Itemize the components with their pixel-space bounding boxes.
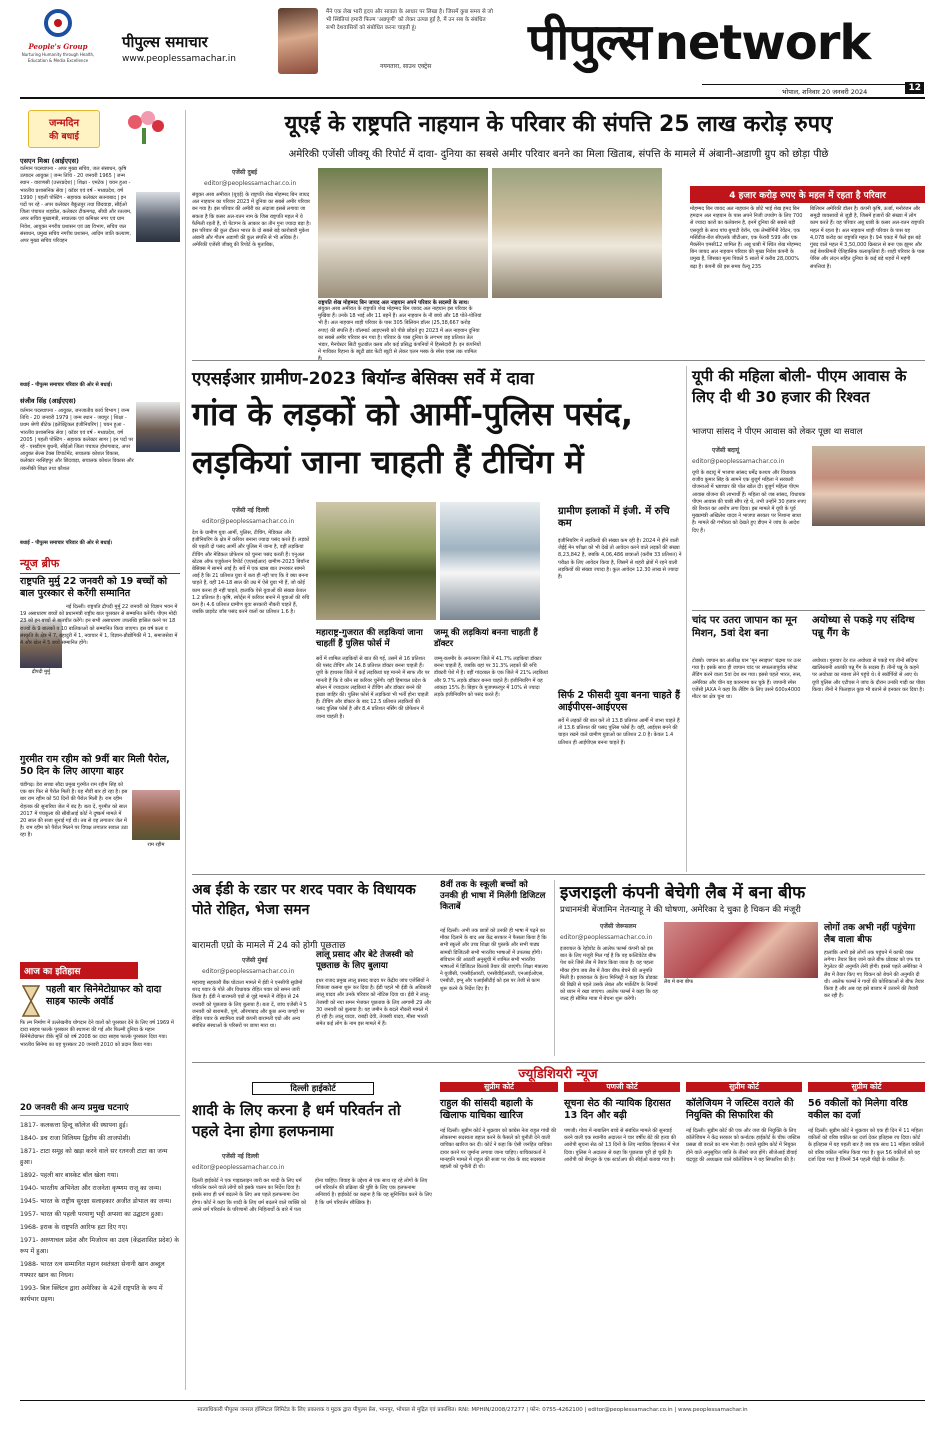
israel-beef-photo <box>664 922 818 978</box>
event-item: 1957- भारत की पहली परमाणु भट्टी अप्सरा का उद्घाटन हुआ। <box>20 1211 164 1218</box>
person2-photo <box>136 402 180 452</box>
aser-box2-title: सिर्फ 2 फीसदी युवा बनना चाहते हैं आईपीएस-आईएएस <box>558 690 681 713</box>
uae-body2-cont <box>484 306 664 356</box>
issue-date: भोपाल, शनिवार 20 जनवरी 2024 <box>782 88 868 96</box>
aser-body: देश के ग्रामीण युवा आर्मी, पुलिस, टीचिंग, मेडिकल और इंजीनियरिंग के क्षेत्र में करियर बनाना ज्यादा पसंद करते हैं। लड़कों की पहली दो पसंद आर्मी और पुलिस में जाना है, वहीं लड़कियां टीचिंग और मेडिकल प्रोफेशन को चुनना पसंद करती हैं। एनुअल स्टेटस ऑफ एजुकेशन रिपोर्ट (एएसईआर) ग्रामीण-2023 बियॉन्ड बेसिक्स में सामने आई है। सर्वे में एक खास बात उभरकर सामने आई है कि 21 प्रतिशत युवा ये बता ही नहीं पाए कि वे क्या बनना चाहते हैं, वहीं 14-18 साल की उम्र में ऐसे युवा भी हैं, जो कोई काम करना ही नहीं चाहते, हालांकि ऐसे युवाओं की संख्या केवल 1.2 प्रतिशत है। कृषि, स्पोर्ट्स में करियर बनाने में युवाओं की रुचि कम है। 4.6 प्रतिशत ग्रामीण युवा सरकारी नौकरी चाहते हैं, जबकि प्राइवेट जॉब पसंद करने वालों का प्रतिशत 1.6 है। <box>192 530 310 616</box>
brief1-body: नई दिल्ली। राष्ट्रपति द्रौपदी मुर्मु 22 जनवरी को विज्ञान भवन में 19 असाधारण बच्चों को प्रधानमंत्री राष्ट्रीय बाल पुरस्कार से सम्मानित करेंगी। पीएम मोदी 23 को इन बच्चों से बातचीत करेंगे। इन सभी असाधारण उपलब्धि हासिल करने पर 18 राज्यों के 9 बालकों व 10 बालिकाओं को सम्मानित किया जाएगा। इस वर्ष कला व संस्कृति के क्षेत्र में 7, बहादुरी में 1, नवाचार में 1, विज्ञान-प्रौद्योगिकी में 1, समाजसेवा में 4 और खेल में 5 बच्चे सम्मानित होंगे। <box>20 604 178 647</box>
title-english: network <box>654 15 871 71</box>
col4-court: सुप्रीम कोर्ट <box>686 1082 802 1092</box>
news-brief <box>20 556 180 956</box>
event-item: 1968- इराक के राष्ट्रपति आरिफ हटा दिए गए। <box>20 1224 128 1231</box>
actress-photo <box>278 8 318 74</box>
uae-bottom-rule <box>192 360 925 361</box>
ayodhya-body: अयोध्या। गुरुवार देर रात अयोध्या से पकड़े गए तीनों संदिग्ध खालिस्तानी आतंकी पन्नू गैंग के सदस्य हैं। तीनों पन्नू के कहने पर अयोध्या का नक्शा लेने पहुंचे थे। ये स्कॉर्पियो से आए थे। यूपी पुलिस और एटीएस ने जांच के दौरान उनकी गाड़ी का पीछा किया। तीनों ने फिलहाल कुछ भी बताने से इनकार कर दिया है। <box>812 658 925 693</box>
digital-body: नई दिल्ली। अभी तक छात्रों को उनकी ही भाषा में पढ़ने का मौका दिलाने के बाद अब केंद्र सरकार ने फैसला किया है कि सभी स्कूलों और उच्च शिक्षा की पुस्तकें और सभी पाठ्य सामग्री डिजिटली सभी भारतीय भाषाओं में उपलब्ध होंगी। संविधान की आठवीं अनुसूची में शामिल सभी भारतीय भाषाओं में डिजिटल किताबें तैयार की जाएंगी। शिक्षा मंत्रालय ने यूजीसी, एनसीईआरटी, एनसीवीईआरटी, एनआईओएस, एनबीटी, इग्नू और एआईसीटीई को इस पर तेजी से काम शुरू करने के निर्देश दिए हैं। <box>440 928 548 992</box>
uae-family-photo <box>318 168 488 298</box>
person2-details: वर्तमान पदस्थापना - आयुक्त, जनजातीय कार्य विभाग | जन्म तिथि - 20 जनवरी 1979 | जन्म स्थान - जयपुर | शिक्षा - प्रथम श्रेणी बीटेक (इलेक्ट्रिकल इंजीनियरिंग) | चयन हुआ - भारतीय प्रशासनिक सेवा | कॉडर एवं वर्ष - मध्यप्रदेश, वर्ष 2005 | पहली पोस्टिंग - सहायक कलेक्टर सागर | इन पदों पर रहे - एसडीएम बुधनी, सीईओ जिला पंचायत होशंगाबाद, अपर आयुक्त सेल्स टैक्स डिपार्टमेंट, सचालक कोशल विकास, कलेक्टर नरसिंहपुर और छिंदवाड़ा, सचालक कोशल विकास और तकनीकी शिक्षा तथा कौशल <box>20 408 134 472</box>
person1-wish: बधाई - पीपुल्स समाचार परिवार की ओर से बधाई। <box>20 382 113 388</box>
person1-name: एसएन मिश्रा (आईएएस) <box>20 157 79 165</box>
lalu-headline: लालू प्रसाद और बेटे तेजस्वी को पूछताछ के लिए बुलाया <box>316 950 414 971</box>
col1-email: editor@peoplessamachar.co.in <box>192 1164 285 1171</box>
sister-paper-title: पीपुल्स समाचार <box>122 33 208 51</box>
col1-headline: शादी के लिए करना है धर्म परिवर्तन तो पहले देना होगा हलफनामा <box>192 1101 401 1140</box>
flower-bouquet-icon <box>120 110 170 146</box>
col3-body: पणजी। गोवा में नाबालिग बच्चे से संबंधित मामले की सुनवाई करने वाली एक स्थानीय अदालत ने चार वर्षीय बेटे की हत्या की आरोपी सूचना सेठ को 13 दिनों के लिए न्यायिक हिरासत में भेज दिया। पुलिस ने अदालत से कहा कि पूछताछ पूरी हो चुकी है। आरोपी को बेंगलुरु के एक स्टार्टअप की सीईओ बताया गया है। <box>564 1128 680 1163</box>
event-item: 1817- कलकत्ता हिन्दू कॉलेज की स्थापना हुई। <box>20 1122 128 1129</box>
history-events <box>20 1120 180 1392</box>
aser-story <box>192 366 682 870</box>
judiciary-banner: ज्यूडिशियरी न्यूज <box>518 1067 598 1082</box>
digital-story <box>440 880 548 1056</box>
up-email: editor@peoplessamachar.co.in <box>692 458 785 465</box>
events-title: 20 जनवरी की अन्य प्रमुख घटनाएं <box>20 1102 180 1116</box>
title-hindi: पीपुल्स <box>528 13 651 71</box>
mid-bottom-rule <box>192 874 925 875</box>
brief2-photo <box>132 790 180 840</box>
aser-dateline: एजेंसी नई दिल्ली <box>232 507 269 514</box>
pawar-email: editor@peoplessamachar.co.in <box>202 968 295 975</box>
israel-body-cont <box>664 988 818 1056</box>
masthead-rule <box>20 97 925 99</box>
aser-headline-1: गांव के लड़कों को आर्मी-पुलिस पसंद, <box>192 395 634 433</box>
moon-headline: चांद पर उतरा जापान का मून मिशन, 5वां देश बना <box>692 615 797 639</box>
col4-body: नई दिल्ली। सुप्रीम कोर्ट की एक और जज की नियुक्ति के लिए कॉलेजियम ने केंद्र सरकार को कर्नाटक हाईकोर्ट के चीफ जस्टिस प्रसन्ना बी वराले का नाम भेजा है। वराले सुप्रीम कोर्ट में नियुक्त होने वाले अनुसूचित जाति के तीसरे जज होंगे। सीजेआई डीवाई चंद्रचूड़ की अध्यक्षता वाले कॉलेजियम ने यह सिफारिश की है। <box>686 1128 801 1163</box>
event-item: 1945- भारत के राष्ट्रीय सुरक्षा सलाहकार अजीत डोभाल का जन्म। <box>20 1198 172 1205</box>
aser-headline-2: लड़कियां जाना चाहती हैं टीचिंग में <box>192 443 584 481</box>
person1-details: वर्तमान पदस्थापना - अपर मुख्य सचिव, जल संसाधन, कृषि उत्पादन आयुक्त | जन्म तिथि - 20 जनवरी 1965 | जन्म स्थान - वाराणसी (उत्तरप्रदेश) | शिक्षा - एमटेक | चयन हुआ - भारतीय प्रशासनिक सेवा | कॉडर एवं वर्ष - मध्यप्रदेश, वर्ष 1990 | पहली पोस्टिंग - सहायक कलेक्टर सतनाबाद | इन पदों पर रहे - अपर कलेक्टर बैकुंठपुर तथा छिंदवाड़ा, सीईओ जिला पंचायत शहडोल, कलेक्टर टीकमगढ़, सीधी और रतलाम, अपर सचिव मुख्यमंत्री, सचालक एवं कमिश्नर नगर एवं ग्राम निवेश, आयुक्त नगरीय प्रशासन एवं उद्य विभाग, सचिव जल संसाधन, प्रमुख सचिव नगरीय प्रशासन, आदिम जाति कल्याण, अपर मुख्य सचिव परिवहन <box>20 166 132 245</box>
history-body: फि ल्म निर्माण में उल्लेखनीय योगदान देने वालों को पुरस्कार देने के लिए वर्ष 1969 में दादा साहब फाल्के पुरस्कार की स्थापना की गई और फिल्मी दुनिया के महान सिनेमेटोग्राफर वीके मूर्ति को वर्ष 2008 का दादा साहब फाल्के पुरस्कार दिया गया। भारतीय सिनेमा का यह पुरस्कार 20 जनवरी 2010 को प्रदान किया गया। <box>20 1020 174 1048</box>
col2-court: सुप्रीम कोर्ट <box>440 1082 558 1092</box>
israel-subhead: प्रधानमंत्री बेंजामिन नेतन्याहू ने की घोषणा, अमेरिका दे चुका है चिकन की मंजूरी <box>560 905 801 915</box>
col3-headline: सूचना सेठ की न्यायिक हिरासत 13 दिन और बढ़ी <box>564 1098 671 1121</box>
birthday-line1: जन्मदिन <box>48 118 80 129</box>
history-section <box>20 962 180 1392</box>
uae-email: editor@peoplessamachar.co.in <box>204 180 297 187</box>
col5-court: सुप्रीम कोर्ट <box>808 1082 925 1092</box>
up-headline: यूपी की महिला बोली- पीएम आवास के लिए दी थी 30 हजार की रिश्वत <box>692 367 907 406</box>
person2-name: संजीव सिंह (आईएएस) <box>20 397 76 405</box>
group-tagline: Nurturing Humanity through Health, Education & Media Excellence <box>21 52 95 63</box>
aser-army-photo <box>316 502 436 620</box>
judiciary-rule <box>192 1062 925 1063</box>
hourglass-icon <box>20 984 42 1018</box>
aser-left-body: सर्वे में शामिल लड़कियों से बात की गई, उसमें से 16 प्रतिशत की पसंद टीचिंग और 14.8 प्रतिशत डॉक्टर बनना चाहती हैं। यूपी के हाथरस जिले में कई लड़कियां यह मानने में साफ तौर पर मानती हैं कि वे कौन सा करियर चुनेंगी। वहीं हिमाचल प्रदेश के सोलन में ज्यादातर लड़कियां ने टीचिंग और डॉक्टर बनने की इच्छा जाहिर की। पुलिस फोर्स में लड़कियां भी भर्ती होना चाहती हैं। टीचिंग और डॉक्टर के बाद 12.5 प्रतिशत लड़कियों की पसंद पुलिस फोर्स है और 8.4 प्रतिशत नर्सिंग की प्रोफेशन में जाना चाहती हैं। <box>316 656 430 720</box>
col4-headline: कॉलेजियम ने जस्टिस वराले की नियुक्ति की सिफारिश की <box>686 1098 794 1121</box>
event-item: 1892- पहली बार बास्केट बॉल खेला गया। <box>20 1172 119 1179</box>
quote-author: नयनतारा, साउथ एक्ट्रेस <box>380 63 432 70</box>
brief2-body: चंडीगढ़। डेरा सच्चा सौदा प्रमुख गुरमीत राम रहीम सिंह को एक बार फिर से पैरोल मिली है। यह नौवीं बार हो रहा है। इस बार राम रहीम को 50 दिनों की पैरोल मिली है। राम रहीम रोहतक की सुनारिया जेल में बंद है। बता दें, गुरमीत को साल 2017 में पंचकूला की सीबीआई कोर्ट ने दुष्कर्म मामले में 20 साल की सजा सुनाई गई थी। तब से वह लगातार जेल में है। राम रहीम को पैरोल मिलने पर विपक्ष लगातार सवाल उठा रहा है। <box>20 782 128 839</box>
aser-box-title: ग्रामीण इलाकों में इंजी. में रुचि कम <box>558 506 682 530</box>
brief2-headline: गुरमीत राम रहीम को 9वीं बार मिली पैरोल, 50 दिन के लिए आएगा बाहर <box>20 754 170 777</box>
israel-body: इजरायल के रेहोवोट के आलेफ फार्म्स कंपनी को इस बात के लिए मंजूरी मिल गई है कि वह कल्टिवेटेड बीफ पेश करे जिसे लैब में तैयार किया जाता है। यह पहला मौका होगा जब लैब में तैयार बीफ बेचने की अनुमति मिली है। इजरायल के हेल्थ मिनिस्ट्री ने कहा कि प्रोडक्ट की बिक्री से पहले उसके लेबल और मार्केटिंग के नियमों को ध्यान में रखा जाएगा। आलेफ फार्म्स ने कहा कि वह जल्द ही सीमित मात्रा में बेचना शुरू करेगी। <box>560 946 658 1003</box>
up-story <box>692 366 925 606</box>
pawar-dateline: एजेंसी मुंबई <box>242 957 268 964</box>
israel-divider <box>554 880 555 1056</box>
up-body: यूपी के बदायूं में भाजपा सांसद धर्मेंद्र कश्यप और विधायक राजीव कुमार सिंह के सामने एक बुजुर्ग महिला ने सरकारी योजनाओं में भ्रष्टाचार की पोल खोल दी। बुजुर्ग महिला पीएम आवास योजना की लाभार्थी हैं। महिला को जब सांसद, विधायक पीएम आवास की चाबी सौंप रहे थे, तभी उन्होंने 30 हजार रुपए की रिश्वत का आरोप लगा दिया। इस मामले में यूपी के पूर्व मुख्यमंत्री अखिलेश यादव ने भाजपा सरकार पर निशाना साधा है। मामले की गंभीरता को देखते हुए डीएम ने जांच के आदेश दिए हैं। <box>692 470 806 534</box>
aser-box2-body: सर्वे में लड़कों की बात करें तो 13.8 प्रतिशत आर्मी में जाना चाहते हैं तो 13.6 प्रतिशत की पसंद पुलिस फोर्स है। वहीं, आईएस बनने की चाहत रखने वाले ग्रामीण युवाओं का प्रतिशत 2.0 है। केवल 1.4 प्रतिशत ही आईपीएस बनना चाहते हैं। <box>558 718 680 746</box>
people-group-icon <box>38 8 78 38</box>
lalu-body: इधर राजद प्रमुख लालू प्रसाद यादव पर केंद्रीय जांच एजेंसियों ने शिकंजा कसना शुरू कर दिया है। ईडी पहले भी ईडी के अधिकारी लालू यादव और उनके परिवार को नोटिस दिया था। ईडी ने लालू-तेजस्वी को नया समन भेजकर पूछताछ के लिए आगामी 29 और 30 जनवरी को बुलाया है। यह जमीन के बदले नौकरी मामले में हो रही है। लालू यादव, राबड़ी देवी, तेजस्वी यादव, मीसा भारती समेत कई लोग के नाम इस मामले में हैं। <box>316 978 432 1028</box>
uae-photo-caption: राष्ट्रपति शेख मोहम्मद बिन जायद अल नाहयान अपने परिवार के सदस्यों के साथ। <box>318 298 658 306</box>
judiciary-col1 <box>192 1082 432 1388</box>
history-headline: पहली बार सिनेमेटोग्राफर को दादा साहब फाल्के अवॉर्ड <box>46 984 162 1007</box>
mid-divider <box>686 366 687 872</box>
uae-headline: यूएई के राष्ट्रपति नाहयान के परिवार की संपत्ति 25 लाख करोड़ रुपए <box>284 112 833 137</box>
pawar-headline: अब ईडी के रडार पर शरद पवार के विधायक पोते रोहित, भेजा समन <box>192 882 416 918</box>
brief1-headline: राष्ट्रपति मुर्मु 22 जनवरी को 19 बच्चों को बाल पुरस्कार से करेंगी सम्मानित <box>20 576 168 599</box>
aser-box-body: इंजीनियरिंग में लड़कियों की संख्या कम रही है। 2024 में होने वाली जेईई मेन परीक्षा को भी देखें तो आवेदन करने वाले लड़कों की संख्या 8,23,842 है, जबकि 4,06,486 छात्राओं (करीब 33 प्रतिशत) ने परीक्षा के लिए आवेदन किया है, जिसमें से शहरी क्षेत्रों में रहने वाली लड़कियों की संख्या ज्यादा है। कुल आवेदन 12.30 लाख से ज्यादा हैं। <box>558 538 682 581</box>
up-dateline: एजेंसी बदायूं <box>712 447 740 454</box>
left-divider <box>185 110 186 1390</box>
aser-right-body: जम्मू-कश्मीर के अनंतनाग जिले में 41.7% लड़कियां डॉक्टर बनना चाहती हैं, जबकि यहां पर 31.3% लड़कों की रुचि डॉक्टरी पेशे में है। वहीं गांदरबल के एक जिले में 21% लड़कियां और 9.7% लड़के डॉक्टर बनना चाहते हैं। इंजीनियरिंग में यह आंकड़ा 15% है। बिहार के मुजफ्फरपुर में 10% से ज्यादा लड़के इंजीनियरिंग को पसंद करते हैं। <box>434 656 548 699</box>
birthday-banner <box>28 110 100 148</box>
quote-text: मैंने एक लेख भारी हृदय और सावता के आधार पर लिखा है। जिसमें कुछ समय से जो भी स्थितियां हमारी फिल्म 'अन्नपूर्णी' को लेकर उत्पन्न हुई है, मैं उन सब के संबंधित सभी देशवासियों को संबोधित करना चाहती हूं। <box>326 9 493 31</box>
israel-caption: लैब में बना बीफ <box>664 979 693 985</box>
uae-palace-photo <box>492 168 662 298</box>
event-item: 1971- अरुणाचल प्रदेश और मिजोरम का उदय (केंद्रशासित प्रदेश) के रूप में हुआ। <box>20 1237 180 1255</box>
birthday-line2: की बधाई <box>49 132 79 142</box>
aser-email: editor@peoplessamachar.co.in <box>202 518 295 525</box>
uae-body2: संयुक्त अरब अमीरात के राष्ट्रपति शेख मोहम्मद बिन जायद अल नाहयान इस परिवार के मुखिया हैं। उनके 18 भाई और 11 बहनें हैं। अल नाहयान के नौ बच्चे और 18 पोते-पोतियां भी हैं। अल नाहयान शाही परिवार के पास 305 बिलियन डॉलर (25,38,667 करोड़ रुपए) की संपत्ति है। वॉलमार्ट आइएनसी को पीछे छोड़ते हुए 2023 में अल नाहयान दुनिया का सबसे अमीर परिवार बन गया है। परिवार के पास दुनिया के लगभग छह प्रतिशत तेल भंडार, मैनचेस्टर सिटी फुटबॉल क्लब और कई प्रसिद्ध कंपनियों में हिस्सेदारी है। इन कंपनियों में गायिका रिहाना के ब्यूटी ब्रांड फेंटी ब्यूटी से लेकर एलन मस्क के स्पेस एक्स तक शामिल <box>318 306 482 356</box>
col1-body: दिल्ली हाईकोर्ट ने एक गाइडलाइन जारी कर शादी के लिए धर्म परिवर्तन करने वाले लोगों को इसके पालन का निर्देश दिया है। इसके साथ ही धर्म बदलने के लिए अब पहले हलफनामा देना होगा। कोर्ट ने कहा कि शादी के लिए धर्म बदलने वाले व्यक्ति को अपने धर्म परिवर्तन के परिणामों और निहितार्थों के बारे में पता होना चाहिए। विवाह के उद्देश्य से एक साथ रह रहे लोगों के लिए धर्म परिवर्तन की प्रक्रिया की पुष्टि के लिए एक हलफनामा अनिवार्य है। हाईकोर्ट का कहना है कि यह सुनिश्चित करने के लिए है कि धर्म परिवर्तन स्वैच्छिक है। <box>192 1178 432 1213</box>
history-label: आज का इतिहास <box>20 962 138 979</box>
uae-side-body2: बिलियन अमेरिकी डॉलर है। कंपनी कृषि, ऊर्जा, मनोरंजन और समुद्री व्यवसायों से जुड़ी है, जिसमें हजारों की संख्या में लोग काम करते हैं। यह परिवार अबू धाबी के कसर अल-वतन राष्ट्रपति महल में रहता है। अल नाहयान शाही परिवार के पास यह 4,078 करोड़ का राष्ट्रपति महल है। 94 एकड़ में फैले इस बड़े गुंबद वाले महल में 3,50,000 क्रिस्टल से बना एक झूमर और कई बेशकीमती ऐतिहासिक कलाकृतियां हैं। शाही परिवार के पास पेरिस और लंदन सहित दुनिया के कई बड़े शहरों में महंगी संपत्तियां हैं। <box>810 206 925 270</box>
masthead <box>0 0 945 96</box>
judiciary-col2 <box>440 1082 558 1388</box>
person2-wish: बधाई - पीपुल्स समाचार परिवार की ओर से बधाई। <box>20 540 113 546</box>
uae-side-body1: मोहम्मद बिन जायद अल नाहयान के छोटे भाई शेख हमद बिन हमदान अल नाहयान के पास अपने निजी उपयोग के लिए 700 से ज्यादा कारों का कलेक्शन है, इनमें दुनिया की सबसे बड़ी एसयूवी के साथ पांच बुगाटी वेरॉन, एक लेम्बोर्गिनी रेवेंटन, एक मर्सिडीज-बेंज सीएलके जीटीआर, एक फेरारी 599 और एक मैक्लेरेन एमसी12 शामिल हैं। अबू धाबी में स्थित शेख मोहम्मद बिन जायद अल नाहयान परिवार की मुख्य निवेश कंपनी के प्रमुख हैं, जिसका मूल्य पिछले 5 सालों में करीब 28,000% बढ़ा है। कंपनी की इस समय वैल्यू 235 <box>690 206 803 270</box>
footer-imprint: स्वत्वाधिकारी पीपुल्स जनरल हॉस्पिटल लिमिटेड के लिए प्रकाशक व मुद्रक द्वारा पीपुल्स प्रेस, भानपुर, भोपाल से मुद्रित एवं प्रकाशित। RNI: MPHIN/2008/27277 | फोन: 0755-4262100 | editor@peoplessamachar.co.in | www.peoplessamachar.in <box>197 1407 748 1413</box>
pawar-subhead: बारामती एग्रो के मामले में 24 को होगी पूछताछ <box>192 941 346 951</box>
israel-email: editor@peoplessamachar.co.in <box>560 934 653 941</box>
paper-title <box>528 6 870 80</box>
col2-headline: राहुल की सांसदी बहाली के खिलाफ याचिका खारिज <box>440 1098 533 1121</box>
group-logo <box>20 8 96 88</box>
aser-left-title: महाराष्ट्र-गुजरात की लड़कियां जाना चाहतीं हैं पुलिस फोर्स में <box>316 628 423 649</box>
brief2-caption: राम रहीम <box>147 842 165 848</box>
digital-headline: 8वीं तक के स्कूली बच्चों को उनकी ही भाषा में मिलेंगी डिजिटल किताबें <box>440 880 546 912</box>
col5-body: नई दिल्ली। सुप्रीम कोर्ट ने शुक्रवार को एक ही दिन में 11 महिला वकीलों को वरिष्ठ वकील का दर्जा देकर इतिहास रच दिया। कोर्ट के इतिहास में यह पहली बार है जब एक साथ 11 महिला वकीलों को वरिष्ठ वकील नामित किया गया है। कुल 56 वकीलों को यह दर्जा दिया गया है जिनमें 34 पहली पीढ़ी के वकील हैं। <box>808 1128 925 1163</box>
col1-court: दिल्ली हाईकोर्ट <box>252 1082 374 1095</box>
israel-dateline: एजेंसी जेरूसलम <box>600 923 637 930</box>
aser-doctor-photo <box>440 502 540 620</box>
news-brief-label: न्यूज ब्रीफ <box>20 556 180 574</box>
up-photo <box>812 446 925 526</box>
ayodhya-story <box>812 614 925 870</box>
uae-subhead: अमेरिकी एजेंसी जीक्यू की रिपोर्ट में दावा- दुनिया का सबसे अमीर परिवार बनने का मिला खिताब, संपत्ति के मामले में अंबानी-अडाणी ग्रुप को छोड़ा पीछे <box>288 149 829 160</box>
israel-side-body: हालांकि अभी इसे लोगों तक पहुंचने में काफी वक्त लगेगा। तैयार किए जाने वाले बीफ प्रोडक्ट को एफ एंड रेगुलेटर की अनुमति लेनी होगी। इससे पहले अमेरिका ने लैब में तैयार किए गए चिकन को बेचने की अनुमति दी थी। आलेफ फार्म्स ने गायों की कोशिकाओं से बीफ तैयार किया है और अब वह इसे बाजार में उतारने की तैयारी कर रही है। <box>824 950 924 1000</box>
ayodhya-headline: अयोध्या से पकड़े गए संदिग्ध पन्नू गैंग के <box>812 615 915 639</box>
judiciary-col5 <box>808 1082 925 1388</box>
moon-story <box>692 614 804 870</box>
col3-court: पणजी कोर्ट <box>564 1082 680 1092</box>
event-item: 1988- भारत रत्न सम्मानित महान स्वतंत्रता सेनानी खान अब्दुल गफ्फार खान का निधन। <box>20 1261 165 1279</box>
col5-headline: 56 वकीलों को मिलेगा वरिष्ठ वकील का दर्जा <box>808 1098 908 1121</box>
col1-dateline: एजेंसी नई दिल्ली <box>222 1153 259 1160</box>
judiciary-col4 <box>686 1082 802 1388</box>
uae-body1: संयुक्त अरब अमीरात (यूएई) के राष्ट्रपति शेख मोहम्मद बिन जायद अल नाहयान का परिवार 2023 में दुनिया का सबसे अमीर परिवार बन गया है। इस परिवार की अमीरी का अंदाजा इससे लगाया जा सकता है कि कसर अल-वतन नाम के जिस राष्ट्रपति महल में ये फैमिली रहती है, वो पेंटागन के आकार का तीन गुना ज्यादा बड़ा है। इस परिवार की कुल दौलत भारत के दो सबसे बड़े कारोबारी मुकेश अंबानी और गौतम अडाणी की कुल संपत्ति से भी अधिक है। अमेरिकी एजेंसी जीक्यू की रिपोर्ट के मुताबिक, <box>192 192 311 249</box>
aser-right-title: जम्मू की लड़कियां बनना चाहती हैं डॉक्टर <box>434 628 538 649</box>
person1-photo <box>136 192 180 242</box>
website-link[interactable]: www.peoplessamachar.in <box>122 54 236 64</box>
pawar-body: महाराष्ट्र सहकारी बैंक घोटाला मामले में ईडी ने एनसीपी सुप्रीमो शरद पवार के पोते और विधायक रोहित पवार को समन जारी किया है। ईडी ने बारामती एग्रो से जुड़े मामले में रोहित से 24 जनवरी को पूछताछ के लिए बुलाया है। बता दें, जांच एजेंसी ने 5 जनवरी को बारामती, पुणे, औरंगाबाद और कुछ अन्य जगहों पर रोहित पवार के स्वामित्व वाली कंपनी बारामती एग्रो और अन्य संबंधित संस्थाओं के परिसरों पर छापा मारा था। <box>192 980 307 1030</box>
israel-story <box>560 880 925 1056</box>
israel-headline: इजराइली कंपनी बेचेगी लैब में बना बीफ <box>560 883 806 903</box>
event-item: 1840- डच राजा विलियम द्वितीय की ताजपोशी। <box>20 1135 131 1142</box>
event-item: 1940- भारतीय अभिनेता और राजनेता कृष्णम राजू का जन्म। <box>20 1185 162 1192</box>
brief1-caption: द्रौपदी मुर्मु <box>31 669 51 675</box>
event-item: 1871- टाटा समूह को खड़ा करने वाले सर रतनजी टाटा का जन्म हुआ। <box>20 1148 168 1166</box>
israel-side-title: लोगों तक अभी नहीं पहुंचेगा लैब वाला बीफ <box>824 923 916 945</box>
aser-kicker: एएसईआर ग्रामीण-2023 बियॉन्ड बेसिक्स सर्वे में दावा <box>192 369 534 389</box>
uae-story <box>192 108 925 358</box>
page-number: 12 <box>905 82 924 94</box>
event-item: 1993- बिल क्लिंटन द्वारा अमेरिका के 42वें राष्ट्रपति के रूप में कार्यभार ग्रहण। <box>20 1285 163 1303</box>
col2-body: नई दिल्ली। सुप्रीम कोर्ट ने शुक्रवार को कांग्रेस नेता राहुल गांधी की लोकसभा सदस्यता बहाल करने के फैसले को चुनौती देने वाली याचिका खारिज कर दी। कोर्ट ने कहा कि ऐसी जनहित याचिका दायर करने पर जुर्माना लगाया जाना चाहिए। याचिकाकर्ता ने मानहानि मामले में राहुल की सजा पर रोक के बाद सदस्यता बहाली को चुनौती दी थी। <box>440 1128 557 1171</box>
uae-side-tag: 4 हजार करोड़ रुपए के महल में रहता है परिवार <box>690 186 925 203</box>
up-body-cont <box>812 530 925 606</box>
up-subhead: भाजपा सांसद ने पीएम आवास को लेकर पूछा था सवाल <box>692 427 863 437</box>
dateline-bar <box>702 84 924 97</box>
group-name: People's Group <box>28 42 88 51</box>
judiciary-col3 <box>564 1082 680 1388</box>
uae-dateline: एजेंसी दुबई <box>232 169 258 176</box>
birthday-section <box>20 110 180 550</box>
up-bottom-rule <box>692 610 925 611</box>
moon-body: टोक्यो। जापान का अंतरिक्ष यान 'मून स्नाइपर' चंद्रमा पर उतर गया है। इसके साथ ही जापान चांद पर सफलतापूर्वक सॉफ्ट लैंडिंग करने वाला 5वां देश बन गया। इससे पहले भारत, रूस, अमेरिका और चीन यह कारनामा कर चुके हैं। जापानी स्पेस एजेंसी JAXA ने कहा कि लैंडिंग के लिए उसने 600x4000 मीटर का क्षेत्र चुना था। <box>692 658 802 701</box>
lalu-story <box>316 950 432 1056</box>
footer-rule <box>20 1400 925 1401</box>
